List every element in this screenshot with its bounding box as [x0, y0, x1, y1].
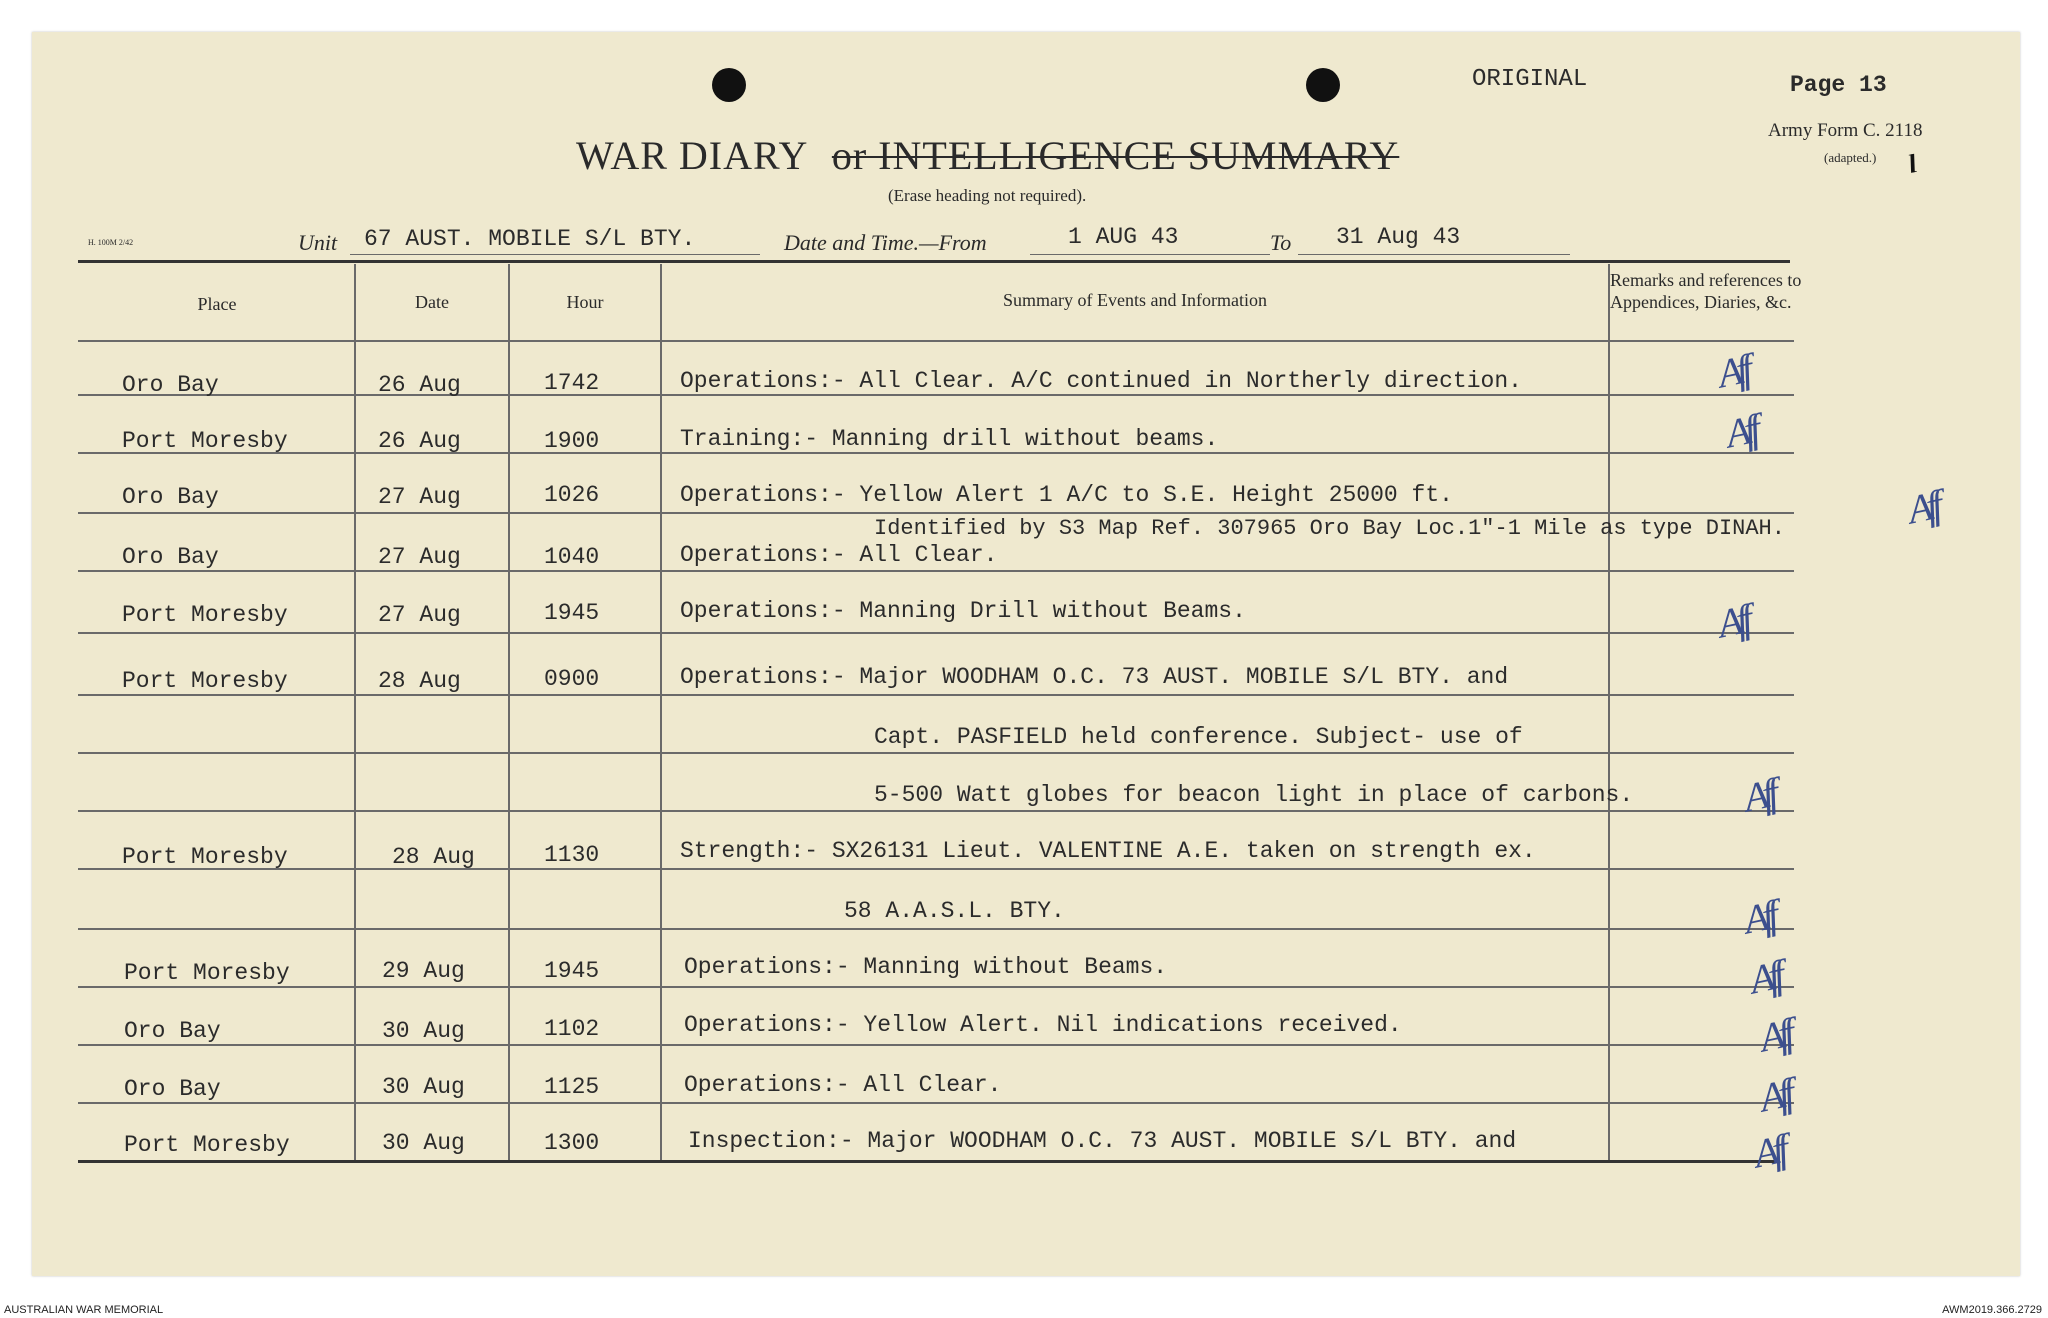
- from-date: 1 AUG 43: [1068, 224, 1179, 250]
- place-cell: Port Moresby: [122, 602, 288, 628]
- erase-note: (Erase heading not required).: [888, 186, 1087, 205]
- summary-cell: Operations:- All Clear. A/C continued in Northerly direction.: [680, 368, 1522, 394]
- title-war-diary: WAR DIARY: [576, 133, 807, 178]
- page-title: [576, 132, 1399, 179]
- row-rule: [78, 868, 1794, 870]
- summary-cell: Training:- Manning drill without beams.: [680, 426, 1219, 452]
- title-struck: or INTELLIGENCE SUMMARY: [831, 133, 1400, 178]
- place-cell: Oro Bay: [124, 1076, 221, 1102]
- date-cell: 30 Aug: [382, 1018, 465, 1044]
- hour-cell: 1945: [544, 958, 600, 984]
- summary-continuation-cell: Capt. PASFIELD held conference. Subject- use of: [874, 724, 1523, 750]
- row-rule: [78, 394, 1794, 396]
- summary-cell: Operations:- Yellow Alert. Nil indications received.: [684, 1012, 1402, 1038]
- summary-cell: Operations:- Manning Drill without Beams.: [680, 598, 1246, 624]
- date-cell: 28 Aug: [378, 668, 461, 694]
- summary-cell: Operations:- Yellow Alert 1 A/C to S.E. Height 25000 ft.: [680, 482, 1453, 508]
- punch-hole-left: [712, 68, 746, 102]
- summary-continuation-cell: 58 A.A.S.L. BTY.: [844, 898, 1065, 924]
- initials-signature: Aff: [1745, 952, 1784, 1003]
- initials-signature: Aff: [1755, 1070, 1794, 1121]
- summary-cell: Operations:- Manning without Beams.: [684, 954, 1168, 980]
- initials-signature: Aff: [1721, 406, 1760, 457]
- date-cell: 26 Aug: [378, 428, 461, 454]
- summary-cell: Strength:- SX26131 Lieut. VALENTINE A.E. taken on strength ex.: [680, 838, 1536, 864]
- summary-cell: Operations:- Major WOODHAM O.C. 73 AUST. MOBILE S/L BTY. and: [680, 664, 1509, 690]
- row-rule: [78, 694, 1794, 696]
- column-header-place: Place: [197, 294, 237, 314]
- column-header-hour: Hour: [566, 292, 604, 312]
- punch-hole-right: [1306, 68, 1340, 102]
- row-rule: [78, 752, 1794, 754]
- initials-signature: Aff: [1713, 346, 1752, 397]
- col-divider-hour: [660, 264, 662, 1160]
- hour-cell: 1945: [544, 600, 600, 626]
- hour-cell: 1900: [544, 428, 600, 454]
- row-rule: [78, 452, 1794, 454]
- unit-value: 67 AUST. MOBILE S/L BTY.: [364, 226, 696, 252]
- place-cell: Oro Bay: [122, 372, 219, 398]
- hour-cell: 1742: [544, 370, 600, 396]
- table-bottom-rule: [78, 1160, 1778, 1163]
- initials-signature: Aff: [1739, 770, 1778, 821]
- hour-cell: 1026: [544, 482, 600, 508]
- place-cell: Port Moresby: [124, 1132, 290, 1158]
- row-rule: [78, 340, 1794, 342]
- row-rule: [78, 570, 1794, 572]
- col-divider-date: [508, 264, 510, 1160]
- army-form-label: Army Form C. 2118: [1768, 120, 1923, 141]
- place-cell: Port Moresby: [124, 960, 290, 986]
- summary-cell: Operations:- All Clear.: [680, 542, 998, 568]
- summary-continuation-cell: 5-500 Watt globes for beacon light in place of carbons.: [874, 782, 1634, 808]
- initials-signature: Aff: [1755, 1010, 1794, 1061]
- original-stamp: ORIGINAL: [1472, 66, 1588, 93]
- place-cell: Oro Bay: [124, 1018, 221, 1044]
- column-header-remarks-line2: Appendices, Diaries, &c.: [1610, 292, 1792, 312]
- row-rule: [78, 1102, 1794, 1104]
- hour-cell: 1130: [544, 842, 600, 868]
- row-rule: [78, 986, 1794, 988]
- hour-cell: 1040: [544, 544, 600, 570]
- row-rule: [78, 512, 1794, 514]
- col-divider-place: [354, 264, 356, 1160]
- to-date: 31 Aug 43: [1336, 224, 1461, 250]
- date-cell: 27 Aug: [378, 484, 461, 510]
- hour-cell: 1125: [544, 1074, 600, 1100]
- summary-cell: Operations:- All Clear.: [684, 1072, 1002, 1098]
- unit-label: Unit: [298, 230, 338, 255]
- initials-signature: Aff: [1903, 482, 1942, 533]
- page-number: Page 13: [1790, 72, 1887, 98]
- adapted-label: (adapted.): [1824, 150, 1877, 165]
- form-code: H. 100M 2/42: [88, 238, 134, 247]
- col-divider-summary: [1608, 264, 1610, 1160]
- date-cell: 29 Aug: [382, 958, 465, 984]
- unit-underline: [350, 254, 760, 255]
- footer-accession: AWM2019.366.2729: [1942, 1304, 2042, 1316]
- column-header-date: Date: [415, 292, 449, 312]
- to-label: To: [1270, 230, 1292, 255]
- date-cell: 30 Aug: [382, 1130, 465, 1156]
- place-cell: Port Moresby: [122, 668, 288, 694]
- place-cell: Port Moresby: [122, 844, 288, 870]
- initials-signature: Aff: [1739, 892, 1778, 943]
- hour-cell: 0900: [544, 666, 600, 692]
- hour-cell: 1300: [544, 1130, 600, 1156]
- footer-source: AUSTRALIAN WAR MEMORIAL: [4, 1304, 164, 1316]
- date-label: Date and Time.—From: [784, 230, 987, 255]
- summary-cell: Inspection:- Major WOODHAM O.C. 73 AUST. MOBILE S/L BTY. and: [688, 1128, 1517, 1154]
- date-cell: 27 Aug: [378, 544, 461, 570]
- column-header-remarks-line1: Remarks and references to: [1610, 270, 1802, 290]
- row-rule: [78, 810, 1794, 812]
- date-cell: 28 Aug: [392, 844, 475, 870]
- initials-signature-header: l l: [1904, 150, 1914, 180]
- initials-signature: Aff: [1713, 596, 1752, 647]
- column-header-summary: Summary of Events and Information: [1003, 290, 1267, 310]
- initials-signature: Aff: [1749, 1126, 1788, 1177]
- summary-continuation-cell: Identified by S3 Map Ref. 307965 Oro Bay Loc.1"-1 Mile as type DINAH.: [874, 516, 1785, 541]
- row-rule: [78, 928, 1794, 930]
- place-cell: Port Moresby: [122, 428, 288, 454]
- table-top-rule: [78, 260, 1790, 263]
- from-underline: [1030, 254, 1270, 255]
- date-cell: 26 Aug: [378, 372, 461, 398]
- row-rule: [78, 632, 1794, 634]
- diary-sheet: [32, 32, 2020, 1276]
- place-cell: Oro Bay: [122, 484, 219, 510]
- to-underline: [1298, 254, 1570, 255]
- hour-cell: 1102: [544, 1016, 600, 1042]
- date-cell: 27 Aug: [378, 602, 461, 628]
- row-rule: [78, 1044, 1794, 1046]
- date-cell: 30 Aug: [382, 1074, 465, 1100]
- place-cell: Oro Bay: [122, 544, 219, 570]
